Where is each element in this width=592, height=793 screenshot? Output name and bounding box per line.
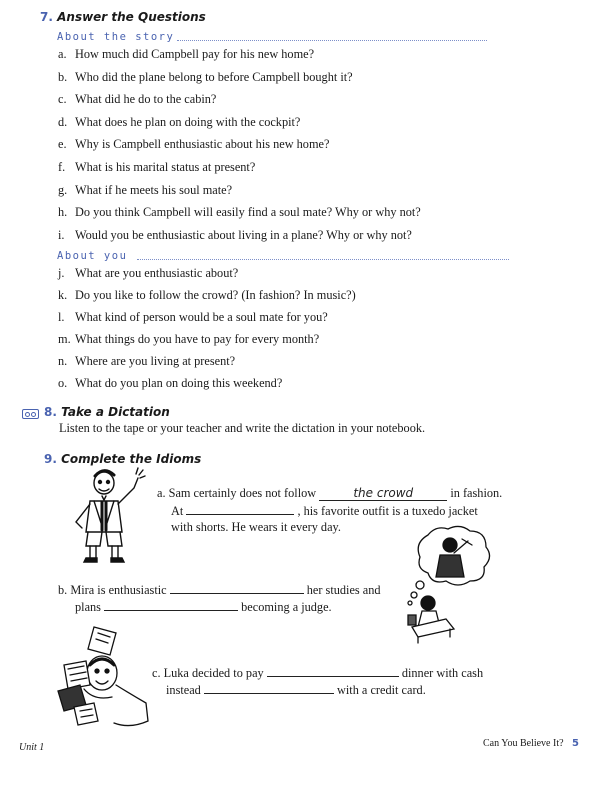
question-text: What is his marital status at present? bbox=[75, 160, 256, 174]
question-text: Where are you living at present? bbox=[75, 354, 236, 368]
book-title: Can You Believe It? bbox=[483, 738, 564, 749]
man-with-cash-illustration bbox=[54, 625, 154, 733]
question-text: Do you think Campbell will easily find a soul mate? Why or why not? bbox=[75, 205, 421, 220]
question-item bbox=[58, 183, 232, 198]
question-item bbox=[58, 332, 319, 347]
dotted-rule bbox=[177, 40, 487, 41]
sentence-text: with shorts. He wears it every day. bbox=[171, 520, 341, 534]
idiom-line bbox=[58, 581, 381, 598]
question-text: Why is Campbell enthusiastic about his new home? bbox=[75, 137, 330, 152]
idiom-line bbox=[171, 502, 478, 519]
question-item bbox=[58, 160, 255, 175]
question-text: What did he do to the cabin? bbox=[75, 92, 217, 107]
question-item bbox=[58, 376, 282, 391]
sentence-text: in fashion. bbox=[450, 486, 503, 500]
dictation-instruction: Listen to the tape or your teacher and write the dictation in your notebook. bbox=[59, 421, 426, 435]
question-text: Who did the plane belong to before Campbell bought it? bbox=[75, 69, 353, 84]
question-text: Would you be enthusiastic about living in a plane? Why or why not? bbox=[75, 227, 412, 242]
question-letter: f. bbox=[58, 160, 66, 174]
answer-blank[interactable] bbox=[267, 664, 399, 677]
question-letter: o. bbox=[58, 376, 68, 390]
question-text: Do you like to follow the crowd? (In fashion? In music?) bbox=[75, 288, 356, 302]
sentence-text: dinner with cash bbox=[401, 666, 484, 680]
answer-blank[interactable] bbox=[204, 681, 334, 694]
idiom-line bbox=[171, 520, 341, 535]
idiom-line bbox=[75, 598, 332, 615]
question-text: What do you plan on doing this weekend? bbox=[75, 376, 283, 390]
question-letter: l. bbox=[58, 310, 65, 324]
question-letter: e. bbox=[58, 137, 67, 152]
answer-blank[interactable] bbox=[104, 598, 238, 611]
question-letter: n. bbox=[58, 354, 68, 368]
question-letter: h. bbox=[58, 205, 68, 220]
question-item bbox=[58, 228, 412, 243]
question-item bbox=[58, 137, 329, 152]
section-7-heading bbox=[40, 10, 206, 24]
question-letter: b. bbox=[58, 69, 68, 84]
cassette-tape-icon bbox=[22, 405, 39, 423]
question-letter: a. bbox=[58, 47, 67, 61]
question-item bbox=[58, 47, 314, 62]
sentence-text: At bbox=[171, 504, 184, 518]
sentence-text: Sam certainly does not follow bbox=[168, 486, 317, 500]
question-letter: c. bbox=[58, 92, 67, 107]
question-letter: g. bbox=[58, 182, 68, 197]
sentence-text: Mira is enthusiastic bbox=[70, 583, 167, 597]
question-letter: j. bbox=[58, 266, 65, 280]
question-letter: m. bbox=[58, 332, 71, 346]
question-text: What if he meets his soul mate? bbox=[75, 182, 233, 197]
idiom-line bbox=[152, 664, 483, 681]
question-letter: i. bbox=[58, 227, 65, 242]
question-item bbox=[58, 92, 216, 107]
item-letter: a. bbox=[157, 486, 166, 500]
question-item bbox=[58, 288, 356, 303]
question-item bbox=[58, 205, 421, 220]
question-text: What does he plan on doing with the cockpit? bbox=[75, 114, 301, 129]
question-item bbox=[58, 70, 353, 85]
question-letter: k. bbox=[58, 288, 68, 302]
sentence-text: her studies and bbox=[306, 583, 381, 597]
man-in-tuxedo-illustration bbox=[64, 466, 156, 564]
item-letter: b. bbox=[58, 583, 68, 597]
dotted-rule bbox=[137, 259, 509, 260]
section-8-heading bbox=[44, 405, 170, 419]
section-9-heading bbox=[44, 452, 201, 466]
question-text: How much did Campbell pay for his new home? bbox=[75, 47, 315, 61]
sentence-text: Luka decided to pay bbox=[163, 666, 264, 680]
footer-unit: Unit 1 bbox=[19, 742, 45, 753]
answer-blank[interactable] bbox=[186, 502, 294, 515]
idiom-line bbox=[157, 486, 502, 501]
sentence-text: instead bbox=[166, 683, 201, 697]
question-text: What are you enthusiastic about? bbox=[75, 266, 239, 280]
answer-blank[interactable] bbox=[170, 581, 304, 594]
woman-studying-illustration bbox=[398, 523, 494, 645]
section-title: Answer the Questions bbox=[57, 10, 206, 24]
question-text: What kind of person would be a soul mate for you? bbox=[75, 310, 328, 324]
item-letter: c. bbox=[152, 666, 161, 680]
section-number: 7. bbox=[40, 10, 53, 24]
sentence-text: becoming a judge. bbox=[241, 600, 332, 614]
about-story-heading: About the story bbox=[57, 31, 175, 43]
answer-blank-filled: the crowd bbox=[319, 486, 447, 501]
question-text: What things do you have to pay for every month? bbox=[75, 332, 320, 346]
question-item bbox=[58, 266, 238, 281]
about-you-heading: About you bbox=[57, 250, 128, 262]
sentence-text: plans bbox=[75, 600, 101, 614]
sentence-text: , his favorite outfit is a tuxedo jacket bbox=[297, 504, 478, 518]
section-number: 9. bbox=[44, 452, 57, 466]
idiom-line bbox=[166, 681, 426, 698]
question-letter: d. bbox=[58, 114, 68, 129]
question-item bbox=[58, 354, 235, 369]
footer-book-title bbox=[483, 738, 579, 749]
section-title: Take a Dictation bbox=[61, 405, 170, 419]
page-number: 5 bbox=[572, 738, 580, 749]
sentence-text: with a credit card. bbox=[337, 683, 426, 697]
section-number: 8. bbox=[44, 405, 57, 419]
question-item bbox=[58, 115, 300, 130]
question-item bbox=[58, 310, 328, 325]
section-title: Complete the Idioms bbox=[61, 452, 202, 466]
